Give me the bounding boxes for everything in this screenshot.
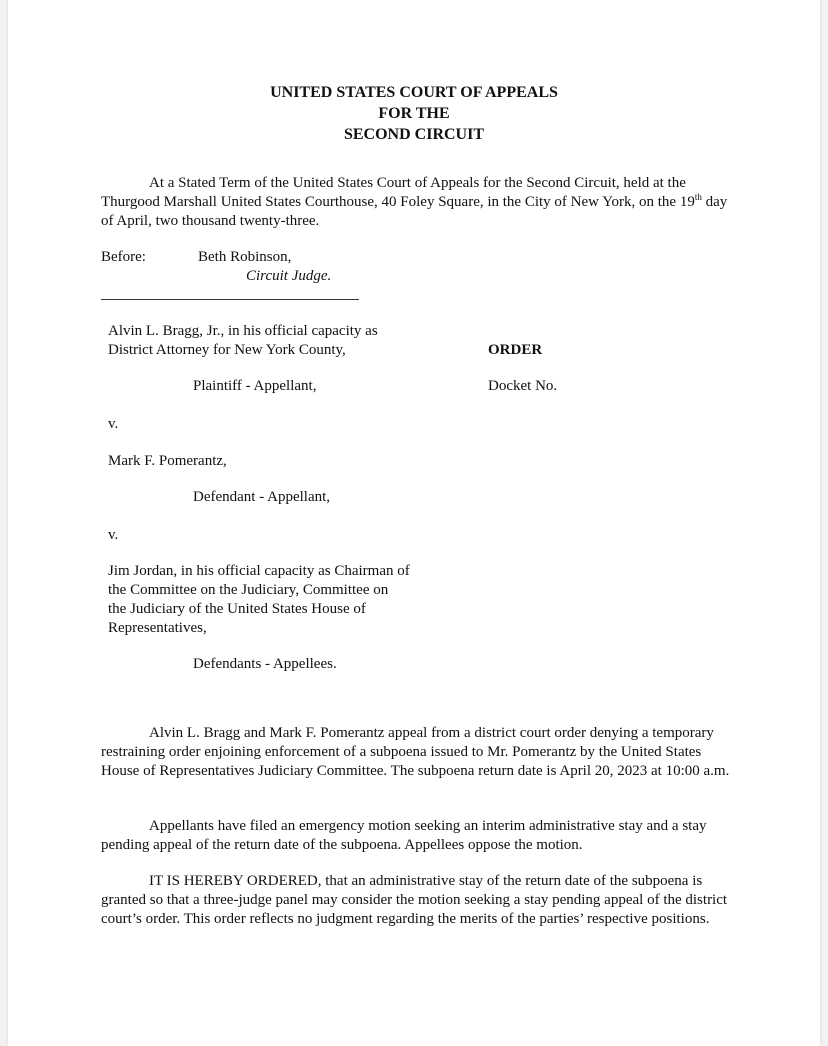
opening-text: At a Stated Term of the United States Court of Appeals for the Second Circuit, held at the Thurgood Marshall United States Courthouse, 40 Foley Square, in the City of New York, on the 19 [101, 175, 695, 210]
body-paragraph-1: Alvin L. Bragg and Mark F. Pomerantz appeal from a district court order denying a temporary restraining order enjoining enforcement of a subpoena issued to Mr. Pomerantz by the United States House of Representatives Judiciary Committee. The subpoena return date is April 20, 2023 at 10:00 a.m. [101, 725, 730, 779]
court-name-line1: UNITED STATES COURT OF APPEALS [270, 84, 558, 101]
versus-2: v. [108, 527, 119, 543]
court-name-line3: SECOND CIRCUIT [343, 126, 485, 143]
party2-name: Mark F. Pomerantz, [108, 453, 227, 469]
party1-role: Plaintiff - Appellant, [193, 378, 317, 394]
court-header [8, 82, 820, 145]
party3-line3: the Judiciary of the United States House of [108, 601, 366, 617]
opening-paragraph [101, 174, 733, 231]
body-paragraph-2: Appellants have filed an emergency motion seeking an interim administrative stay and a stay pending appeal of the return date of the subpoena. Appellees oppose the motion. [101, 818, 707, 853]
party2-role: Defendant - Appellant, [193, 489, 331, 505]
versus-1: v. [108, 416, 119, 432]
party3-line1: Jim Jordan, in his official capacity as Chairman of [108, 563, 410, 579]
judge-name: Beth Robinson, [198, 249, 292, 265]
opening-text-end: day of April, two thousand twenty-three. [101, 194, 728, 229]
before-label: Before: [101, 249, 146, 265]
party3-line4: Representatives, [108, 620, 207, 636]
order-label: ORDER [488, 342, 543, 358]
party3-line2: the Committee on the Judiciary, Committee on [108, 582, 389, 598]
party3-role: Defendants - Appellees. [193, 656, 337, 672]
party1-line2: District Attorney for New York County, [108, 342, 346, 358]
document-page [8, 0, 820, 1046]
party1-line1: Alvin L. Bragg, Jr., in his official capacity as [108, 323, 378, 339]
judge-title: Circuit Judge. [246, 268, 332, 284]
docket-label: Docket No. [488, 378, 558, 394]
caption-divider [101, 299, 359, 300]
body-paragraph-3: IT IS HEREBY ORDERED, that an administrative stay of the return date of the subpoena is granted so that a three-judge panel may consider the motion seeking a stay pending appeal of the district court’s order. This order reflects no judgment regarding the merits of the parties’ respective positions. [101, 873, 728, 927]
court-name-line2: FOR THE [378, 105, 450, 122]
opening-ordinal-suffix: th [694, 192, 702, 202]
